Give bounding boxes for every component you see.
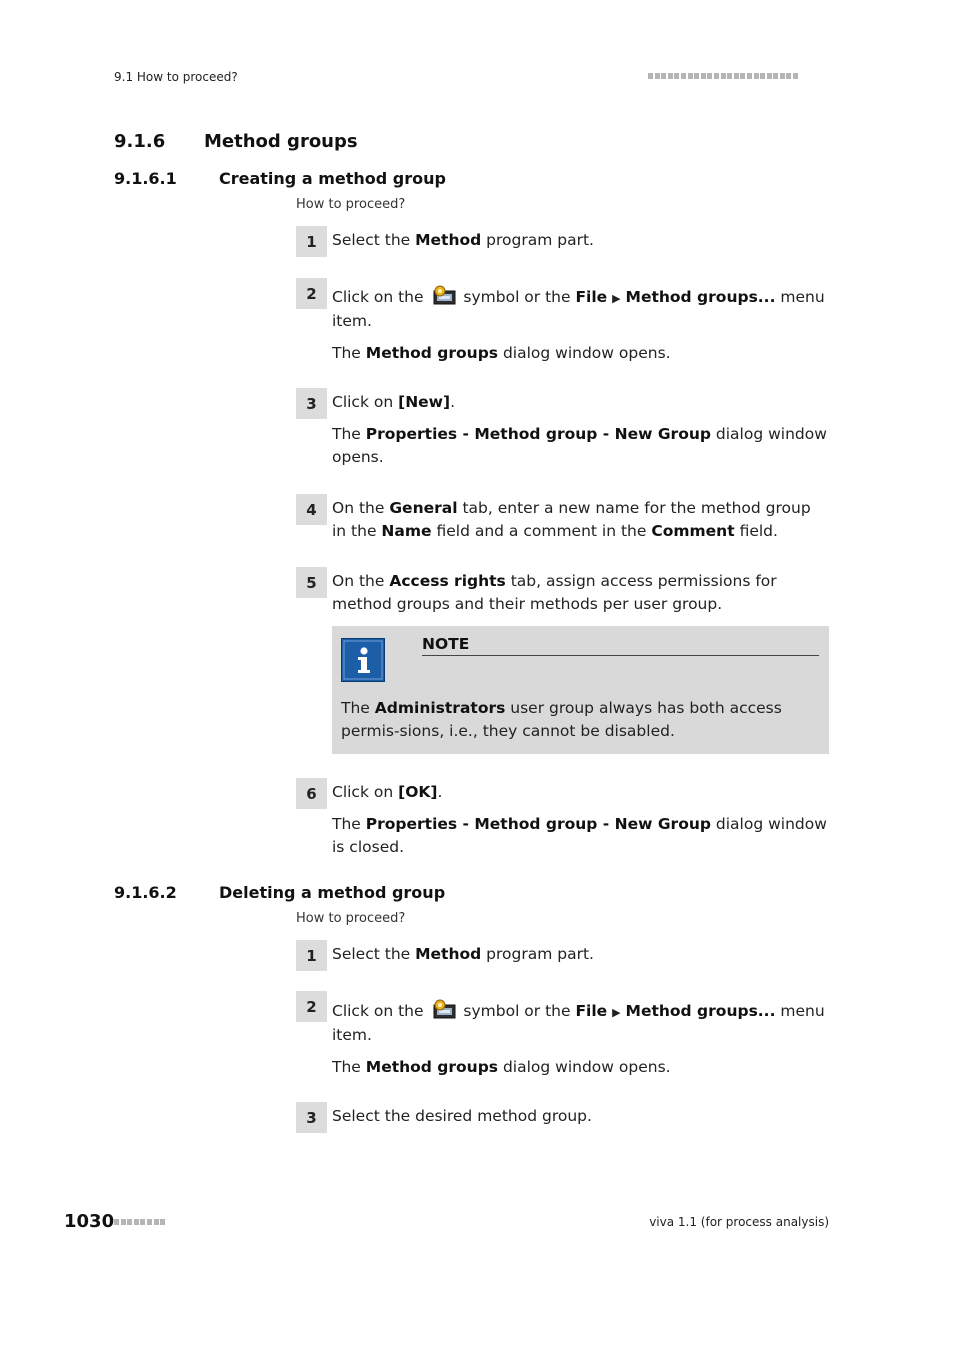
decorative-dot: [754, 73, 759, 79]
step-text: On the General tab, enter a new name for the method group in the Name field and a comment in the Comment field.: [332, 499, 811, 540]
step-number: 5: [296, 567, 327, 598]
how-to-proceed-label: How to proceed?: [296, 197, 406, 212]
decorative-dot: [668, 73, 673, 79]
decorative-dot: [714, 73, 719, 79]
section-title: Method groups: [204, 131, 358, 152]
decorative-dot: [694, 73, 699, 79]
step-text: Select the Method program part.: [332, 231, 594, 249]
step-text: Click on the symbol or the File ▶ Method groups... menu item. The Method groups dialog window opens.: [332, 285, 829, 365]
section-number: 9.1.6: [114, 131, 166, 152]
decorative-dot: [721, 73, 726, 79]
decorative-dot: [160, 1219, 165, 1225]
subsection-number: 9.1.6.2: [114, 883, 177, 902]
step-text: On the Access rights tab, assign access permissions for method groups and their methods per user group.: [332, 572, 777, 613]
method-groups-icon: [432, 285, 456, 305]
decorative-dot: [674, 73, 679, 79]
subsection-number: 9.1.6.1: [114, 169, 177, 188]
step-number: 1: [296, 226, 327, 257]
method-groups-icon: [432, 999, 456, 1019]
decorative-dot: [734, 73, 739, 79]
decorative-dot: [760, 73, 765, 79]
decorative-dot: [140, 1219, 145, 1225]
decorative-dot: [655, 73, 660, 79]
page-number: 1030: [64, 1211, 115, 1232]
decorative-dot: [114, 1219, 119, 1225]
decorative-dot: [727, 73, 732, 79]
step-number: 4: [296, 494, 327, 525]
decorative-dot: [701, 73, 706, 79]
step-number: 3: [296, 388, 327, 419]
step-text: Click on [OK]. The Properties - Method group - New Group dialog window is closed.: [332, 783, 827, 856]
step-number: 2: [296, 991, 327, 1022]
decorative-dot: [747, 73, 752, 79]
step-number: 2: [296, 278, 327, 309]
decorative-dot: [121, 1219, 126, 1225]
header-dots: [648, 73, 798, 79]
step-text: Click on [New]. The Properties - Method group - New Group dialog window opens.: [332, 393, 827, 466]
info-icon: [341, 638, 385, 682]
step-number: 3: [296, 1102, 327, 1133]
footer-dots: [114, 1219, 165, 1225]
decorative-dot: [127, 1219, 132, 1225]
step-number: 6: [296, 778, 327, 809]
step-number: 1: [296, 940, 327, 971]
note-text: The Administrators user group always has both access permis-sions, i.e., they cannot be disabled.: [341, 699, 782, 740]
note-title: NOTE: [422, 635, 819, 656]
product-name: viva 1.1 (for process analysis): [649, 1215, 829, 1229]
section-heading: [114, 131, 358, 152]
decorative-dot: [780, 73, 785, 79]
subsection-heading: [114, 169, 446, 188]
decorative-dot: [134, 1219, 139, 1225]
decorative-dot: [740, 73, 745, 79]
decorative-dot: [661, 73, 666, 79]
menu-arrow-icon: ▶: [612, 1006, 621, 1019]
decorative-dot: [147, 1219, 152, 1225]
decorative-dot: [154, 1219, 159, 1225]
decorative-dot: [793, 73, 798, 79]
decorative-dot: [767, 73, 772, 79]
subsection-title: Deleting a method group: [219, 883, 446, 902]
decorative-dot: [648, 73, 653, 79]
menu-arrow-icon: ▶: [612, 292, 621, 305]
step-text: Select the Method program part.: [332, 945, 594, 963]
decorative-dot: [681, 73, 686, 79]
decorative-dot: [786, 73, 791, 79]
running-header: 9.1 How to proceed?: [114, 70, 238, 84]
step-text: Click on the symbol or the File ▶ Method groups... menu item. The Method groups dialog window opens.: [332, 999, 829, 1079]
decorative-dot: [688, 73, 693, 79]
subsection-title: Creating a method group: [219, 169, 446, 188]
step-text: Select the desired method group.: [332, 1107, 592, 1125]
note-box: [332, 626, 829, 754]
how-to-proceed-label: How to proceed?: [296, 911, 406, 926]
decorative-dot: [773, 73, 778, 79]
decorative-dot: [707, 73, 712, 79]
subsection-heading: [114, 883, 445, 902]
